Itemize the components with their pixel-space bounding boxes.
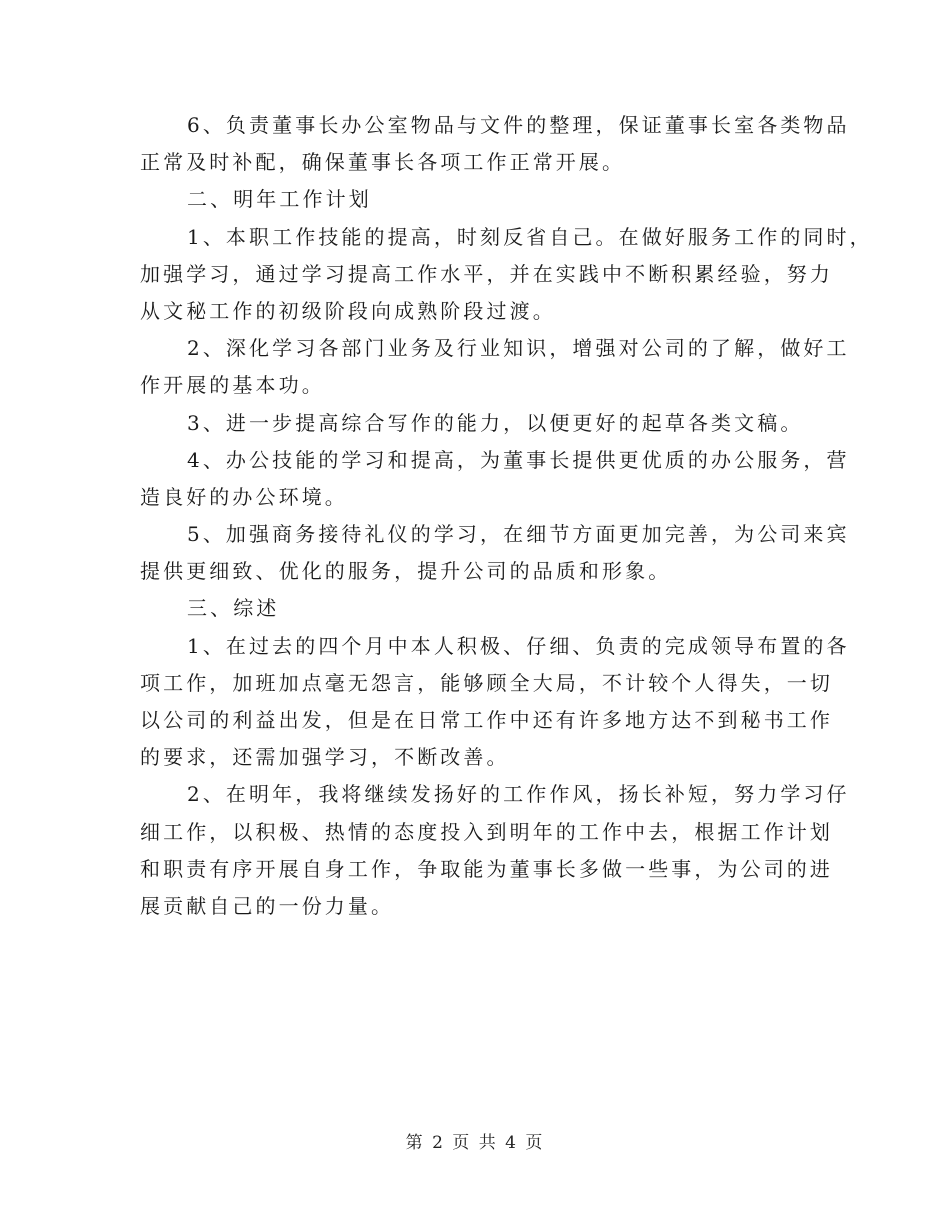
- text-line: 项工作，加班加点毫无怨言，能够顾全大局，不计较个人得失，一切: [140, 670, 833, 695]
- text-line: 正常及时补配，确保董事长各项工作正常开展。: [140, 150, 626, 175]
- text-line: 展贡献自己的一份力量。: [140, 893, 395, 918]
- text-line: 1、在过去的四个月中本人积极、仔细、负责的完成领导布置的各: [187, 633, 850, 658]
- text-line: 4、办公技能的学习和提高，为董事长提供更优质的办公服务，营: [187, 447, 850, 472]
- text-line: 加强学习，通过学习提高工作水平，并在实践中不断积累经验，努力: [140, 261, 833, 286]
- text-line: 二、明年工作计划: [187, 187, 372, 212]
- text-line: 和职责有序开展自身工作，争取能为董事长多做一些事，为公司的进: [140, 856, 833, 881]
- text-line: 2、在明年，我将继续发扬好的工作作风，扬长补短，努力学习仔: [187, 782, 850, 807]
- text-line: 细工作，以积极、热情的态度投入到明年的工作中去，根据工作计划: [140, 819, 833, 844]
- text-line: 从文秘工作的初级阶段向成熟阶段过渡。: [140, 298, 556, 323]
- text-line: 的要求，还需加强学习，不断改善。: [140, 745, 510, 770]
- document-body: [140, 107, 873, 925]
- text-line: 6、负责董事长办公室物品与文件的整理，保证董事长室各类物品: [187, 113, 850, 137]
- page-number-footer: 第 2 页 共 4 页: [405, 1133, 545, 1153]
- text-line: 作开展的基本功。: [140, 373, 325, 398]
- text-line: 3、进一步提高综合写作的能力，以便更好的起草各类文稿。: [187, 410, 804, 435]
- text-line: 造良好的办公环境。: [140, 484, 348, 509]
- text-line: 2、深化学习各部门业务及行业知识，增强对公司的了解，做好工: [187, 336, 850, 361]
- text-line: 以公司的利益出发，但是在日常工作中还有许多地方达不到秘书工作: [140, 708, 833, 732]
- text-line: 三、综述: [187, 596, 280, 621]
- text-line: 5、加强商务接待礼仪的学习，在细节方面更加完善，为公司来宾: [187, 522, 850, 547]
- text-line: 1、本职工作技能的提高，时刻反省自己。在做好服务工作的同时，: [187, 224, 873, 249]
- text-line: 提供更细致、优化的服务，提升公司的品质和形象。: [140, 559, 672, 584]
